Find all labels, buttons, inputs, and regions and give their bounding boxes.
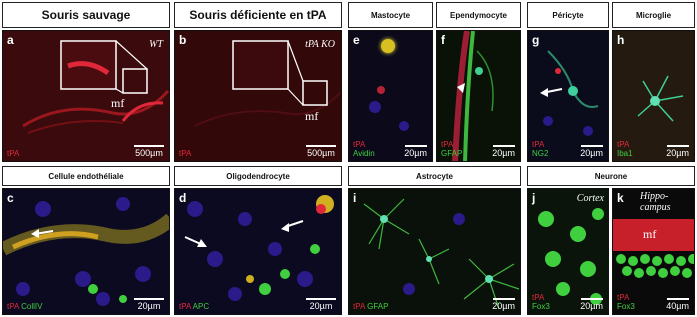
panel-c-letter: c [7, 191, 14, 205]
panel-i-scalebar: 20µm [492, 298, 515, 311]
panel-e-letter: e [353, 33, 360, 47]
panel-b-tpa-ko [174, 30, 342, 162]
panel-i-stains: tPA GFAP [353, 302, 389, 311]
panel-a-image [3, 31, 170, 162]
panel-j-scalebar: 20µm [580, 298, 603, 311]
panel-d-image [175, 189, 342, 315]
panel-e-dot [377, 86, 385, 94]
panel-h-stains: tPA Iba1 [617, 140, 633, 158]
header-ependymocyte: Ependymocyte [436, 2, 521, 28]
panel-e-stains: tPA Avidin [353, 140, 375, 158]
panel-f-ependymocyte [436, 30, 521, 162]
panel-b-letter: b [179, 33, 187, 47]
header-microglie: Microglie [612, 2, 695, 28]
panel-j-stains: tPA Fox3 [532, 293, 550, 311]
panel-b-image [175, 31, 342, 162]
panel-c-stains: tPA CollIV [7, 302, 43, 311]
panel-e-cell [381, 39, 395, 53]
panel-k-stains: tPA Fox3 [617, 293, 635, 311]
panel-f-stains: tPA GFAP [441, 140, 463, 158]
panel-g-scalebar: 20µm [580, 145, 603, 158]
panel-c-cellule-endotheliale [2, 188, 170, 315]
panel-d-letter: d [179, 191, 187, 205]
header-neurone: Neurone [527, 166, 695, 186]
panel-e-nucleus [399, 121, 409, 131]
panel-k-region: Hippo-campus [640, 191, 671, 213]
header-oligodendrocyte: Oligodendrocyte [174, 166, 342, 186]
panel-a-wildtype-tpa [2, 30, 170, 162]
header-astrocyte: Astrocyte [348, 166, 521, 186]
panel-i-astrocyte [348, 188, 521, 315]
panel-h-scalebar: 20µm [666, 145, 689, 158]
panel-i-image [349, 189, 521, 315]
panel-k-neurone-hippocampus [612, 188, 695, 315]
header-souris-deficiente: Souris déficiente en tPA [174, 2, 342, 28]
panel-g-pericyte [527, 30, 609, 162]
panel-k-letter: k [617, 191, 624, 205]
panel-i-letter: i [353, 191, 357, 205]
panel-b-scalebar: 500µm [306, 145, 336, 158]
panel-j-neurone-cortex [527, 188, 609, 315]
panel-g-stains: tPA NG2 [532, 140, 549, 158]
panel-a-genotype: WT [149, 39, 163, 50]
panel-e-scalebar: 20µm [404, 145, 427, 158]
header-cellule-endotheliale: Cellule endothéliale [2, 166, 170, 186]
panel-g-letter: g [532, 33, 540, 47]
panel-a-stain-tpa: tPA [7, 149, 20, 158]
panel-b-genotype: tPA KO [305, 39, 335, 50]
panel-e-mastocyte [348, 30, 433, 162]
panel-h-microglie [612, 30, 695, 162]
panel-c-scalebar: 20µm [134, 298, 164, 311]
panel-e-nucleus [369, 101, 381, 113]
header-pericyte: Péricyte [527, 2, 609, 28]
panel-f-letter: f [441, 33, 445, 47]
panel-a-mf-label: mf [111, 96, 125, 110]
panel-k-mf-label: mf [643, 227, 657, 241]
header-mastocyte: Mastocyte [348, 2, 433, 28]
panel-d-stains: tPA APC [179, 302, 210, 311]
panel-j-letter: j [532, 191, 536, 205]
panel-c-image [3, 189, 170, 315]
panel-d-oligodendrocyte [174, 188, 342, 315]
panel-b-mf-label: mf [305, 109, 319, 123]
panel-k-scalebar: 40µm [666, 298, 689, 311]
panel-b-stain-tpa: tPA [179, 149, 192, 158]
panel-d-scalebar: 20µm [306, 298, 336, 311]
panel-j-region: Cortex [576, 193, 604, 204]
panel-h-letter: h [617, 33, 625, 47]
header-souris-sauvage: Souris sauvage [2, 2, 170, 28]
panel-a-letter: a [7, 33, 14, 47]
panel-a-scalebar: 500µm [134, 145, 164, 158]
panel-f-scalebar: 20µm [492, 145, 515, 158]
